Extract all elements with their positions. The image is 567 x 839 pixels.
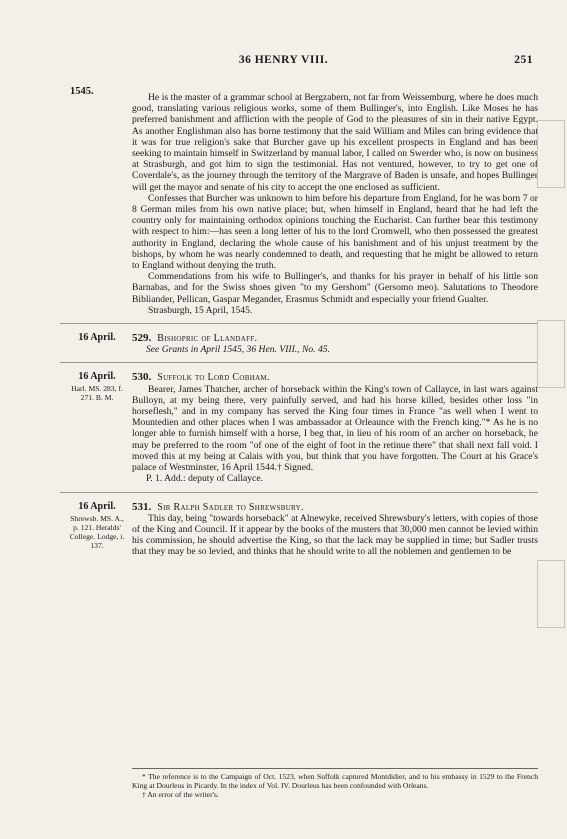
body-text bbox=[69, 92, 538, 558]
entry-title: Suffolk to Lord Cobham. bbox=[157, 372, 270, 384]
entry-paragraph: See Grants in April 1545, 36 Hen. VIII., No. 45. bbox=[146, 344, 330, 356]
running-title: 36 HENRY VIII. bbox=[238, 54, 329, 66]
watermark-stamp bbox=[537, 560, 565, 628]
watermark-stamp bbox=[537, 120, 565, 188]
entry-number: 529. bbox=[132, 332, 152, 345]
entry-source: Harl. MS. 283, f. 271. B. M. bbox=[71, 384, 123, 403]
entry-531 bbox=[69, 500, 538, 558]
footnote: † An error of the writer's. bbox=[142, 790, 219, 799]
entry-paragraph: This day, being "towards horseback" at Alnewyke, received Shrewsbury's letters, with copies of those of the King and Council. If it appear by the books of the musters that 30,000 men cannot be levied within his commission, he should advertise the King, so that the lack may be supplied in time; but Sadler trusts that they may be so levied, and thinks that he should write to all the noblemen and gentlemen to be bbox=[132, 512, 538, 558]
margin-year: 1545. bbox=[70, 86, 94, 97]
entry-source: Shrewsb. MS. A., p. 121. Heralds' College. Lodge, i. 137. bbox=[69, 513, 125, 550]
entry-number: 531. bbox=[132, 500, 152, 513]
entry-title: Bishopric of Llandaff. bbox=[157, 333, 258, 345]
footnotes bbox=[132, 768, 538, 799]
entry-date: 16 April. bbox=[78, 332, 116, 344]
entry-heading bbox=[132, 333, 538, 344]
entry-divider bbox=[60, 323, 538, 324]
intro-paragraph: He is the master of a grammar school at Bergzabern, not far from Weissemburg, where he does much good, translating various religious works, some of them Bullinger's, into English. Like Moses he has preferred banishment and affliction with the people of God to the pleasures of sin in their native Egypt. As another Englishman also has borne testimony that the said William and Miles can bring evidence that it was for true religion's sake that Burcher gave up his excellent prospects in England and has been seeking to maintain himself in Switzerland by manual labor, I called on Swerder who, is now on business at Strasburgh, and got him to sign the testimonial. Has not ventured, however, to try to get one of Coverdale's, as the journey through the territory of the Margrave of Baden is unsafe, and hopes Bullinger will get the mayor and senate of his city to accept the one enclosed as sufficient. bbox=[132, 92, 538, 193]
entry-divider bbox=[60, 362, 538, 363]
watermark-stamp bbox=[537, 320, 565, 388]
entry-margin bbox=[68, 372, 126, 402]
entry-trailer: P. 1. Add.: deputy of Callayce. bbox=[146, 473, 263, 485]
signoff-line: Strasburgh, 15 April, 1545. bbox=[148, 304, 253, 316]
entry-heading bbox=[132, 502, 538, 513]
running-head bbox=[0, 54, 567, 70]
entry-margin bbox=[68, 333, 126, 345]
entry-number: 530. bbox=[132, 371, 152, 384]
entry-date: 16 April. bbox=[78, 500, 116, 512]
footnote: * The reference is to the Campaign of Oct. 1523, when Suffolk captured Montdidier, and to his embassy in 1529 to the French King at Dourleus in Picardy. In the index of Vol. IV. Dourleus has been confounded with Orleans. bbox=[132, 772, 538, 790]
entry-heading bbox=[132, 372, 538, 383]
entry-date: 16 April. bbox=[78, 371, 116, 383]
entry-title: Sir Ralph Sadler to Shrewsbury. bbox=[157, 501, 304, 513]
entry-530 bbox=[71, 371, 538, 485]
entry-paragraph: Bearer, James Thatcher, archer of horseback within the King's town of Callayce, in last wars against Bulloyn, at my being there, very painfully served, and had his horse killed, besides other loss "in horseflesh," and in my company has served the King four times in France "as well when I went to Mountedien and other places when I was ambassador at Orleaunce with the French king."* As he is no longer able to furnish himself with a horse, I beg that, in lieu of his room of an archer on horseback, he may be preferred to the room "of one of the eight of foot in the retinue there" that shall next fall void. I moved this at my being at Calais with you, but think that you have forgotten. The Court at his Grace's palace of Westminster, 16 April 1544.† Signed. bbox=[132, 383, 538, 474]
intro-paragraph: Commendations from his wife to Bullinger's, and thanks for his prayer in behalf of his little son Barnabas, and for the Swiss shoes given "to my Gershom" (Gersomo meo). Salutations to Theodore Bibliander, Pellican, Gaspar Megander, Erasmus Schmidt and especially your friend Gualter. bbox=[132, 271, 538, 305]
page-number: 251 bbox=[514, 54, 533, 66]
entry-529 bbox=[78, 332, 538, 356]
entry-divider bbox=[60, 492, 538, 493]
intro-paragraph: Confesses that Burcher was unknown to him before his departure from England, for he was born 7 or 8 German miles from his own native place; but, when himself in England, heard that he had left the country only for maintaining orthodox opinions touching the Eucharist. Can further bear this testimony with respect to him:—has seen a long letter of his to the lord Cromwell, who then possessed the greatest authority in England, declaring the whole cause of his banishment and of his unjust treatment by the bishops, by whom he was nearly condemned to death, and requesting that he might be allowed to return to England without denying the truth. bbox=[132, 192, 538, 272]
entry-margin bbox=[68, 502, 126, 550]
